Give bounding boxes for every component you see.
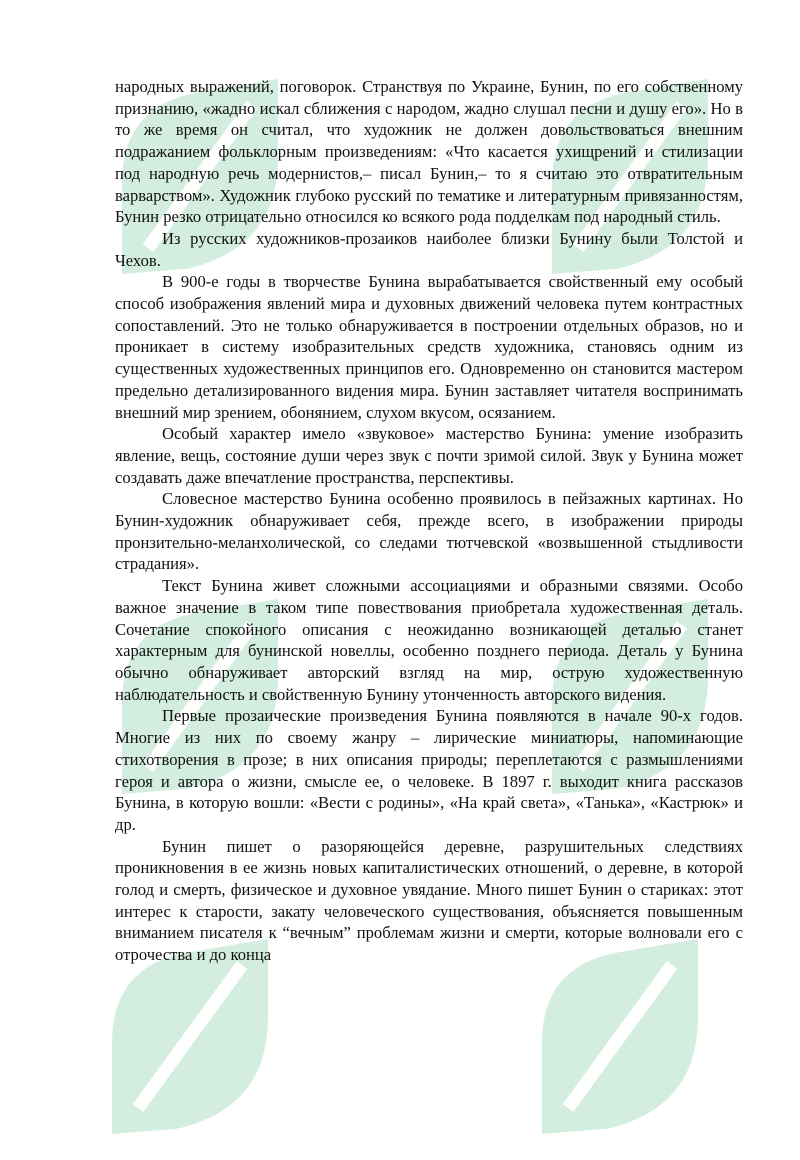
paragraph: Словесное мастерство Бунина особенно проявилось в пейзажных картинах. Но Бунин-художник обнаруживает себя, прежде всего, в изображении природы пронзительно-меланхолической, со следами тютчевской «возвышенной стыдливости страдания». <box>115 489 743 574</box>
paragraph: Особый характер имело «звуковое» мастерство Бунина: умение изобразить явление, вещь, состояние души через звук с почти зримой силой. Звук у Бунина может создавать даже впечатление пространства, перспективы. <box>115 424 743 487</box>
paragraph: Бунин пишет о разоряющейся деревне, разрушительных следствиях проникновения в ее жизнь новых капиталистических отношений, о деревне, в которой голод и смерть, физическое и духовное увядание. Много пишет Бунин о стариках: этот интерес к старости, закату человеческого существования, объясняется повышенным вниманием писателя к “вечным” проблемам жизни и смерти, которые волновали его с отрочества и до конца <box>115 836 743 965</box>
paragraph: Первые прозаические произведения Бунина появляются в начале 90-х годов. Многие из них по своему жанру – лирические миниатюры, напоминающие стихотворения в прозе; в них описания природы; переплетаются с размышлениями героя и автора о жизни, смысле ее, о человеке. В 1897 г. выходит книга рассказов Бунина, в которую вошли: «Вести с родины», «На край света», «Танька», «Кастрюк» и др. <box>115 706 743 834</box>
paragraph: народных выражений, поговорок. Странствуя по Украине, Бунин, по его собственному признанию, «жадно искал сближения с народом, жадно слушал песни и душу его». Но в то же время он считал, что художник не должен довольствоваться внешним подражанием фольклорным произведениям: «Что касается ухищрений и стилизации под народную речь модернистов,– писал Бунин,– то я считаю это отвратительным варварством». Художник глубоко русский по тематике и литературным привязанностям, Бунин резко отрицательно относился ко всякого рода подделкам под народный стиль. <box>115 77 743 227</box>
document-page <box>115 76 743 966</box>
paragraph: Текст Бунина живет сложными ассоциациями и образными связями. Особо важное значение в таком типе повествования приобретала художественная деталь. Сочетание спокойного описания с неожиданно возникающей деталью станет характерным для бунинской новеллы, особенно позднего периода. Деталь у Бунина обычно обнаруживает авторский взгляд на мир, острую художественную наблюдательность и свойственную Бунину утонченность авторского видения. <box>115 576 743 704</box>
paragraph: В 900-е годы в творчестве Бунина вырабатывается свойственный ему особый способ изображения явлений мира и духовных движений человека путем контрастных сопоставлений. Это не только обнаруживается в построении отдельных образов, но и проникает в систему изобразительных средств художника, становясь одним из существенных художественных принципов его. Одновременно он становится мастером предельно детализированного видения мира. Бунин заставляет читателя воспринимать внешний мир зрением, обонянием, слухом вкусом, осязанием. <box>115 272 743 422</box>
paragraph: Из русских художников-прозаиков наиболее близки Бунину были Толстой и Чехов. <box>115 228 743 270</box>
